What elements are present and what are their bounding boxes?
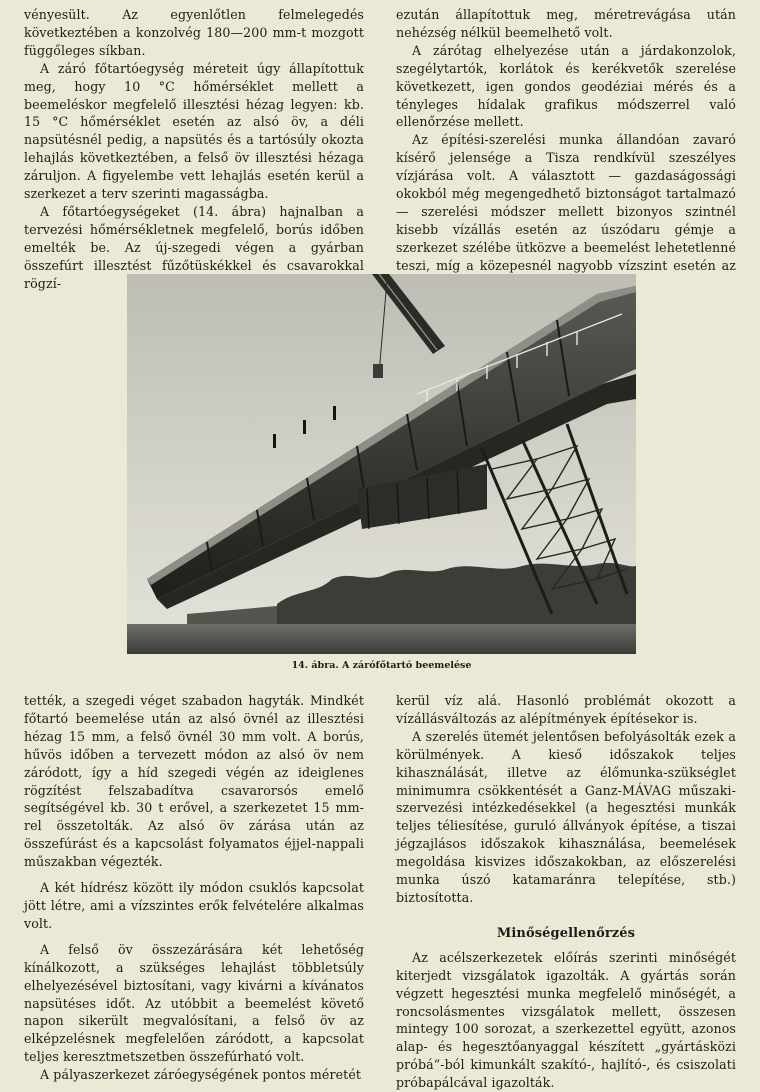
section-heading: Minőségellenőrzés xyxy=(496,925,636,941)
paragraph: A szerelés ütemét jelentősen befolyásolták ezek a körülmények. A kieső időszakok teljes kihasználását, illetve az élőmunka-szükséglet minimumra csökkentését a Ganz-MÁVAG műszaki-szervezési intézkedésekkel (a hegesztési munkák teljes téliesítése, guruló állványok építése, a tiszai jégzajlásos időszakok kihasználása, beemelések megoldása kisvizes időszakokban, az előszerelési munka úszó katamaránra telepítése, stb.) biztosította. xyxy=(396,728,736,905)
bridge-photo xyxy=(127,274,636,654)
paragraph: tették, a szegedi véget szabadon hagyták. Mindkét főtartó beemelése után az alsó övnél az illesztési hézag 15 mm, a felső övnél 30 mm volt. A borús, hűvös időben a tervezett módon az alsó öv nem záródott, így a híd szegedi végén az ideiglenes rögzítést felszabadítva csavarorsós emelő segítségével kb. 30 t erővel, a szerkezetet 15 mm-rel összetolták. Az alsó öv zárása után az összefúrást és a kapcsolást folyamatos éjjel-nappali műszakban végezték. xyxy=(24,693,364,870)
paragraph: A záró főtartóegység méreteit úgy állapítottuk meg, hogy 10 °C hőmérséklet mellett a beemeléskor megfelelő illesztési hézag legyen: kb. 15 °C hőmérséklet esetén az alsó öv, a déli napsütésnél pedig, a napsütés és a tartósúly okozta lehajlás következtében, a felső öv illesztési hézaga záruljon. A figyelembe vett lehajlás esetén kerül a szerkezet a terv szerinti magasságba. xyxy=(24,60,364,202)
bottom-left-column xyxy=(24,692,364,1084)
quality-paragraph: Az acélszerkezetek előírás szerinti minőségét kiterjedt vizsgálatok igazolták. A gyártás során végzett hegesztési munka megfelelő minőségét, a roncsolásmentes vizsgálatok mellett, összesen mintegy 100 sorozat, a szerkezettel együtt, azonos alap- és hegesztőanyaggal készített „gyártásközi próbá”-ból kimunkált szakító-, hajlító-, és csiszolati próbapálcával igazolták. xyxy=(396,949,736,1091)
paragraph: A pályaszerkezet záróegységének pontos méretét xyxy=(40,1067,362,1083)
top-right-column xyxy=(396,6,736,293)
paragraph: kerül víz alá. Hasonló problémát okozott a vízállásváltozás az alépítmények építésekor is. xyxy=(396,693,736,726)
paragraph: A felső öv összezárására két lehetőség kínálkozott, a szükséges lehajlást többletsúly elhelyezésével biztosítani, vagy kivárni a kívánatos napsütéses időt. Az utóbbit a beemelést követő napon sikerült megvalósítani, a felső öv az elképzelésnek megfelelően záródott, a kapcsolat teljes keresztmetszetben összefúrható volt. xyxy=(24,941,364,1065)
paragraph: A főtartóegységeket (14. ábra) hajnalban a tervezési hőmérsékletnek megfelelő, borús időben emelték be. Az új-szegedi végen a gyárban összefúrt illesztést fűzőtüskékkel és csavarokkal rögzí- xyxy=(24,203,364,291)
bottom-right-paragraphs xyxy=(396,692,736,907)
paragraph: A zárótag elhelyezése után a járdakonzolok, szegélytartók, korlátok és kerékvetők szerelése következett, igen gondos geodéziai mérés és a tényleges hídalak grafikus módszerrel való ellenőrzése mellett. xyxy=(396,42,736,130)
paragraph: A két hídrész között ily módon csuklós kapcsolat jött létre, ami a vízszintes erők felvételére alkalmas volt. xyxy=(24,880,364,931)
paragraph: vényesült. Az egyenlőtlen felmelegedés következtében a konzolvég 180—200 mm-t mozgott függőleges síkban. xyxy=(24,7,364,58)
figure-caption: 14. ábra. A zárófőtartó beemelése xyxy=(291,660,472,671)
paragraph: ezután állapítottuk meg, méretrevágása után nehézség nélkül beemelhető volt. xyxy=(396,7,736,40)
top-left-column xyxy=(24,6,364,293)
bottom-right-column xyxy=(396,692,736,1092)
paragraph: Az építési-szerelési munka állandóan zavaró kísérő jelensége a Tisza rendkívül szeszélyes vízjárása volt. A választott — gazdaságossági okokból még megengedhető biztonságot tartalmazó — szerelési módszer mellett bizonyos szintnél kisebb vízállás esetén az úszódaru gémje a szerkezet szélébe ütközve a beemelést lehetetlenné teszi, míg a közepesnél nagyobb vízszint esetén az xyxy=(396,132,736,273)
